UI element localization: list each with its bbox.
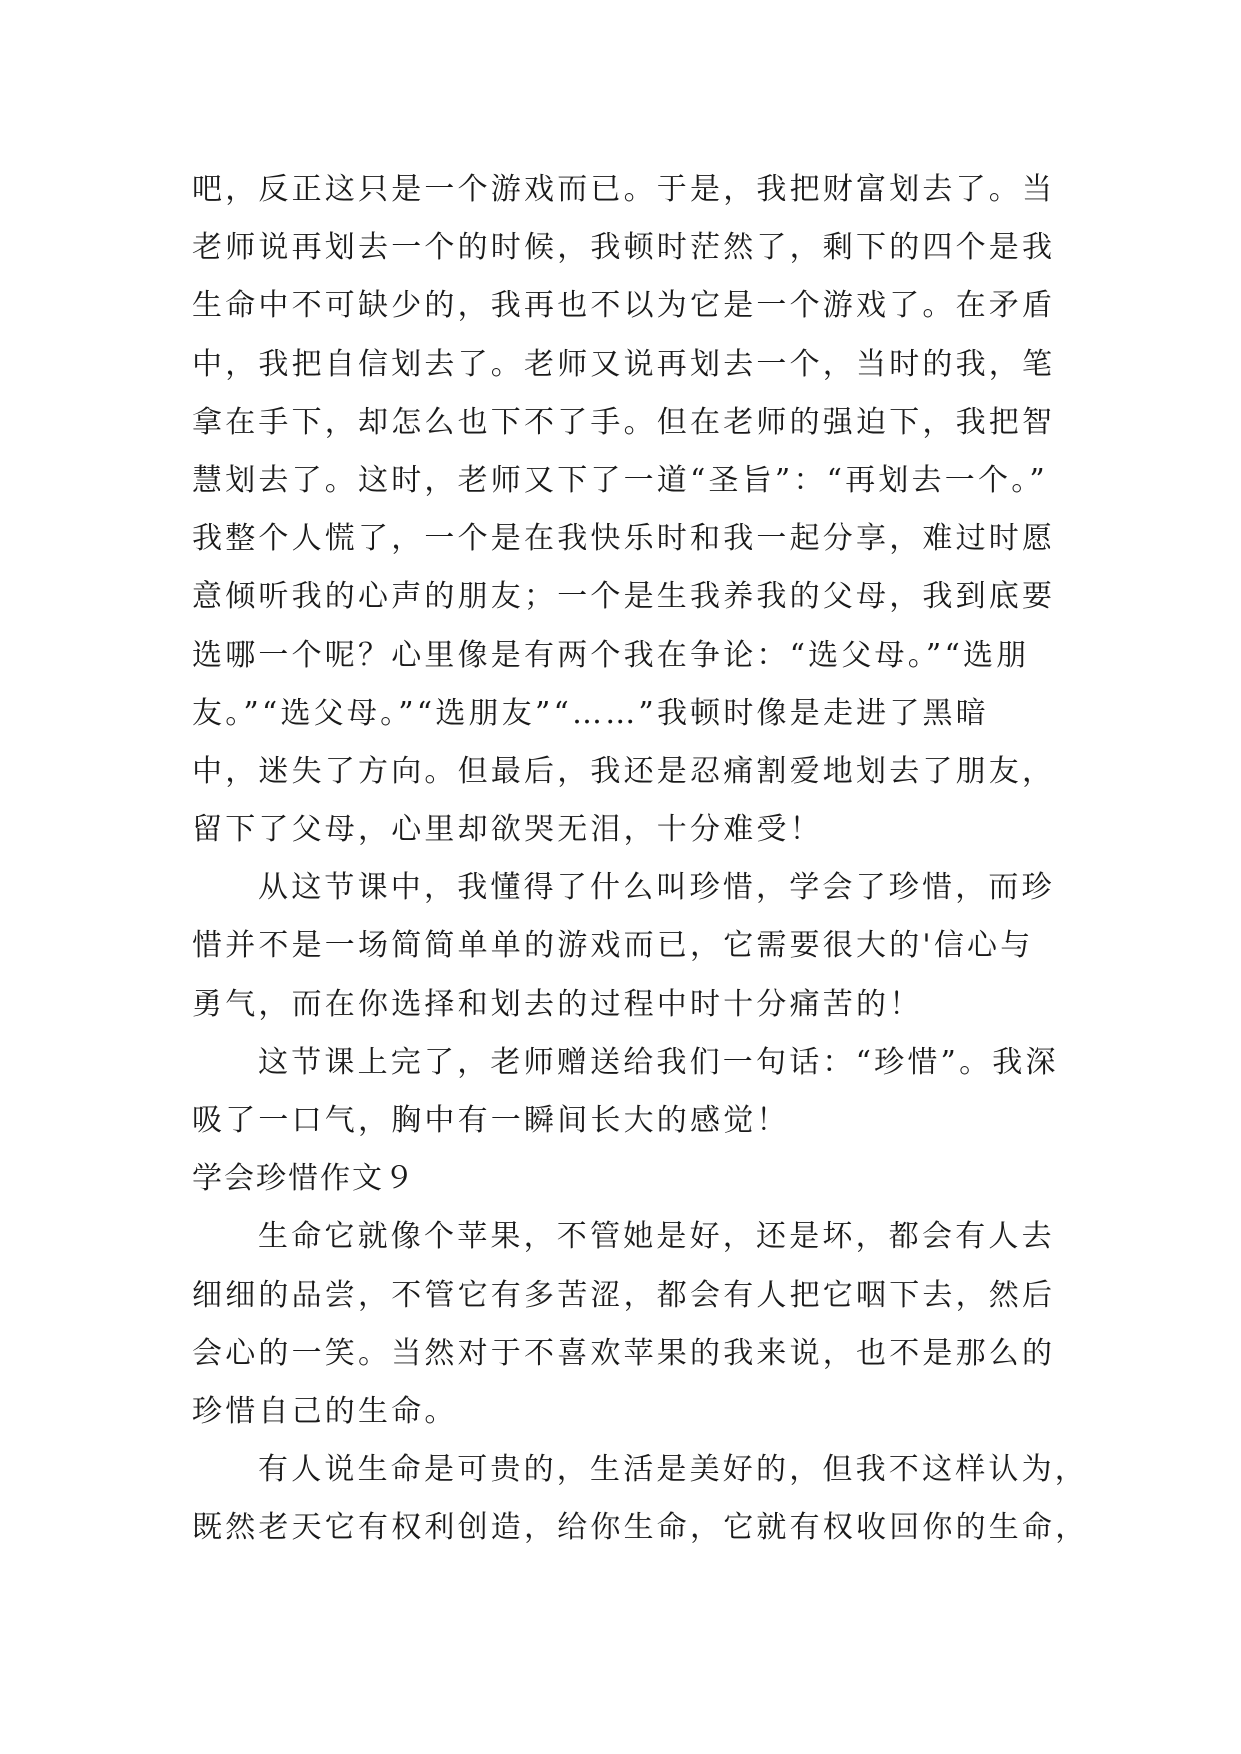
text-line: 老师说再划去一个的时候，我顿时茫然了，剩下的四个是我 [192, 230, 1056, 266]
paragraph-start-line: 生命它就像个苹果，不管她是好，还是坏，都会有人去 [258, 1219, 1055, 1255]
text-line: 会心的一笑。当然对于不喜欢苹果的我来说，也不是那么的 [192, 1335, 1056, 1371]
text-line: 友。”“选父母。”“选朋友”“……”我顿时像是走进了黑暗 [192, 695, 989, 731]
text-line: 惜并不是一场简简单单的游戏而已，它需要很大的'信心与 [192, 928, 1034, 964]
text-line: 吧，反正这只是一个游戏而已。于是，我把财富划去了。当 [192, 172, 1056, 207]
text-line: 我整个人慌了，一个是在我快乐时和我一起分享，难过时愿 [192, 521, 1056, 557]
essay-body [192, 161, 1089, 1558]
essay-heading: 学会珍惜作文９ [192, 1161, 416, 1197]
text-line: 生命中不可缺少的，我再也不以为它是一个游戏了。在矛盾 [192, 288, 1056, 324]
text-line: 慧划去了。这时，老师又下了一道“圣旨”：“再划去一个。” [192, 462, 1048, 498]
paragraph-start-line: 有人说生命是可贵的，生活是美好的，但我不这样认为， [258, 1452, 1088, 1488]
text-line: 中，迷失了方向。但最后，我还是忍痛割爱地划去了朋友， [192, 753, 1056, 789]
text-line: 细细的品尝，不管它有多苦涩，都会有人把它咽下去，然后 [192, 1277, 1056, 1313]
text-line: 留下了父母，心里却欲哭无泪，十分难受！ [192, 812, 823, 848]
paragraph-start-line: 这节课上完了，老师赠送给我们一句话：“珍惜”。我深 [258, 1044, 1059, 1080]
text-line: 中，我把自信划去了。老师又说再划去一个，当时的我，笔 [192, 346, 1056, 382]
text-line: 选哪一个呢？心里像是有两个我在争论：“选父母。”“选朋 [192, 637, 1030, 673]
text-line: 意倾听我的心声的朋友；一个是生我养我的父母，我到底要 [192, 579, 1056, 615]
text-line: 吸了一口气，胸中有一瞬间长大的感觉！ [192, 1103, 790, 1138]
paragraph-start-line: 从这节课中，我懂得了什么叫珍惜，学会了珍惜，而珍 [258, 870, 1055, 906]
text-line: 既然老天它有权利创造，给你生命，它就有权收回你的生命， [192, 1510, 1089, 1546]
text-line: 勇气，而在你选择和划去的过程中时十分痛苦的！ [192, 986, 923, 1022]
text-line: 拿在手下，却怎么也下不了手。但在老师的强迫下，我把智 [192, 404, 1056, 440]
text-line: 珍惜自己的生命。 [192, 1393, 458, 1429]
